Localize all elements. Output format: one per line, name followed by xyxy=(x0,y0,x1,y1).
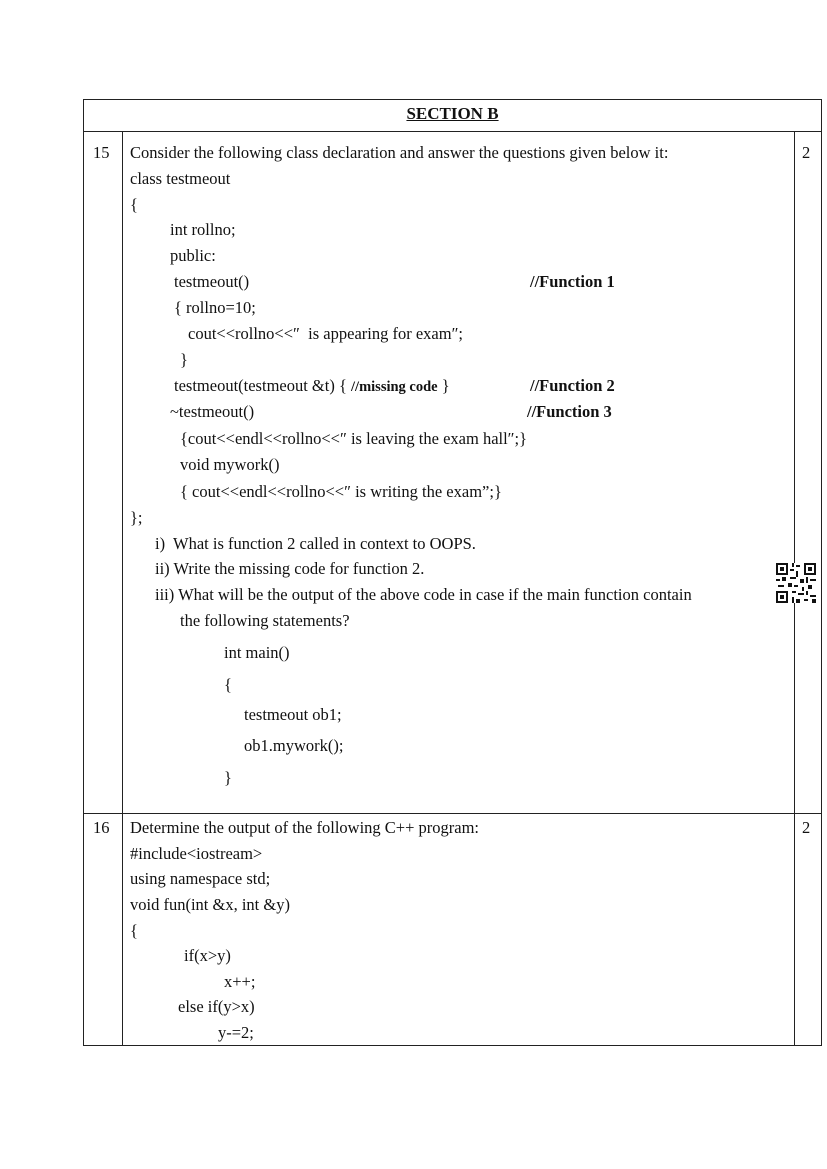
sub-question: iii) What will be the output of the above code in case if the main function contain xyxy=(155,585,692,604)
question-marks: 2 xyxy=(802,818,811,837)
code-line: int main() xyxy=(224,643,290,662)
code-line: cout<<rollno<<″ is appearing for exam″; xyxy=(188,324,464,343)
code-line: void mywork() xyxy=(180,455,280,474)
code-line: ob1.mywork(); xyxy=(244,736,344,755)
question-number: 16 xyxy=(93,818,110,837)
code-line: testmeout() xyxy=(174,272,250,291)
code-line: using namespace std; xyxy=(130,869,271,888)
row-divider xyxy=(84,131,821,132)
code-line: testmeout ob1; xyxy=(244,705,342,724)
code-line: int rollno; xyxy=(170,220,236,239)
sub-question: ii) Write the missing code for function 2. xyxy=(155,559,425,578)
question-number: 15 xyxy=(93,143,110,162)
code-comment: //Function 3 xyxy=(527,402,612,421)
code-line: y-=2; xyxy=(218,1023,254,1042)
code-line xyxy=(174,376,450,397)
question-text: Determine the output of the following C++ program: xyxy=(130,818,479,837)
code-line: {cout<<endl<<rollno<<″ is leaving the exam hall″;} xyxy=(180,429,528,448)
code-line: else if(y>x) xyxy=(178,997,255,1016)
code-text: } xyxy=(437,376,450,395)
code-line: { xyxy=(130,195,138,214)
section-title: SECTION B xyxy=(406,104,499,123)
code-line: }; xyxy=(130,508,143,527)
code-line: x++; xyxy=(224,972,256,991)
code-line: { xyxy=(130,921,138,940)
code-line: { xyxy=(224,675,232,694)
question-text: Consider the following class declaration and answer the questions given below it: xyxy=(130,143,669,162)
code-line: { cout<<endl<<rollno<<″ is writing the exam”;} xyxy=(180,482,502,501)
question-marks: 2 xyxy=(802,143,811,162)
code-line: void fun(int &x, int &y) xyxy=(130,895,290,914)
code-comment: //Function 1 xyxy=(530,272,615,291)
code-line: ~testmeout() xyxy=(170,402,255,421)
missing-code-comment: //missing code xyxy=(351,379,438,395)
code-line: class testmeout xyxy=(130,169,231,188)
qr-code-icon xyxy=(776,563,816,603)
code-line: #include<iostream> xyxy=(130,844,263,863)
code-line: if(x>y) xyxy=(184,946,231,965)
code-comment: //Function 2 xyxy=(530,376,615,395)
row-divider xyxy=(84,813,821,814)
code-line: } xyxy=(180,350,188,369)
code-line: } xyxy=(224,768,232,787)
column-divider xyxy=(122,131,123,1045)
sub-question: i) What is function 2 called in context to OOPS. xyxy=(155,534,476,553)
code-line: public: xyxy=(170,246,216,265)
sub-question-continued: the following statements? xyxy=(180,611,350,630)
code-text: testmeout(testmeout &t) { xyxy=(174,376,352,395)
code-line: { rollno=10; xyxy=(174,298,256,317)
